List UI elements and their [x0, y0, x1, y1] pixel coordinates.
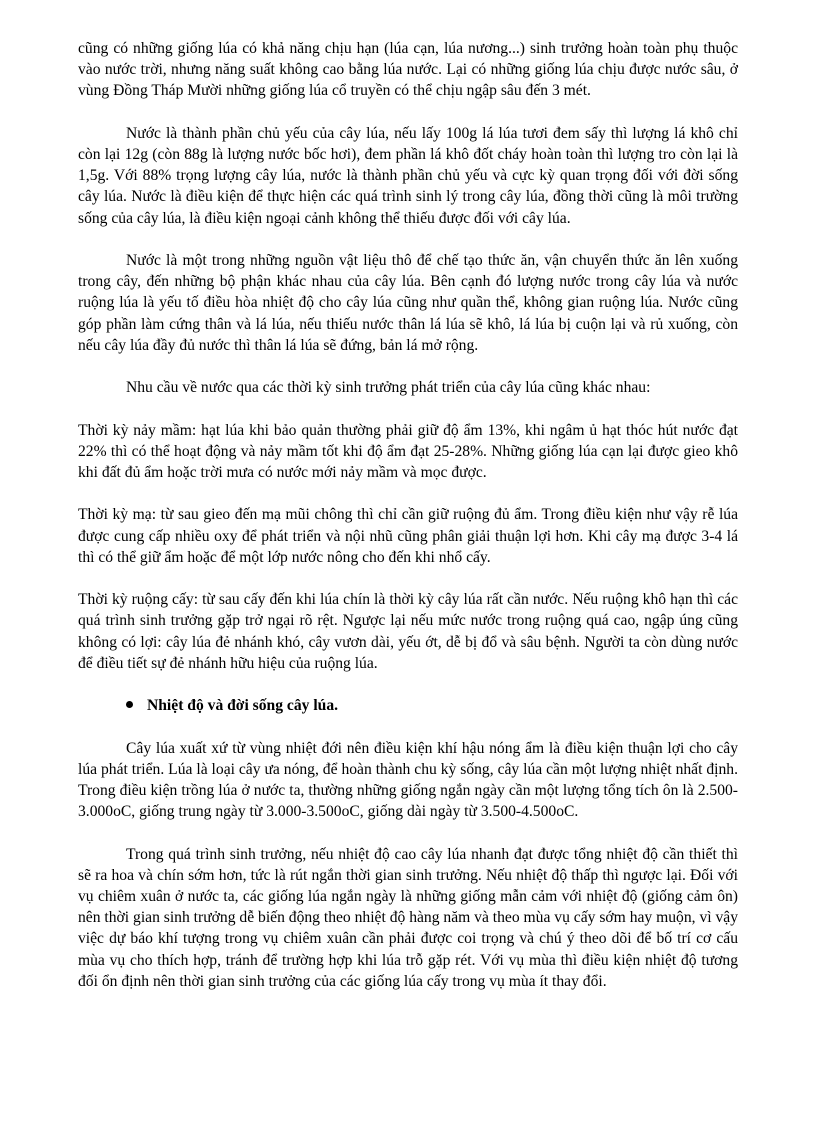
paragraph-temperature-origin: Cây lúa xuất xứ từ vùng nhiệt đới nên điều kiện khí hậu nóng ẩm là điều kiện thuận lợi cho cây lúa phát triển. Lúa là loại cây ưa nóng, để hoàn thành chu kỳ sống, cây lúa cần một lượng nhiệt nhất định. Trong điều kiện trồng lúa ở nước ta, thường những giống ngắn ngày cần một lượng tổng tích ôn là 2.500-3.000oC, giống trung ngày từ 3.000-3.500oC, giống dài ngày từ 3.500-4.500oC. — [78, 739, 738, 821]
section-heading-text: Nhiệt độ và đời sống cây lúa. — [147, 697, 339, 715]
paragraph-temperature-growth: Trong quá trình sinh trưởng, nếu nhiệt độ cao cây lúa nhanh đạt được tổng nhiệt độ cần thiết thì sẽ ra hoa và chín sớm hơn, tức là rút ngắn thời gian sinh trưởng. Nếu nhiệt độ thấp thì ngược lại. Đối với vụ chiêm xuân ở nước ta, các giống lúa ngắn ngày là những giống mẫn cảm với nhiệt độ (giống cảm ôn) nên thời gian sinh trưởng dễ biến động theo nhiệt độ hàng năm và theo mùa vụ cấy sớm hay muộn, vì vậy việc dự báo khí tượng trong vụ chiêm xuân cần phải được coi trọng và chú ý theo dõi để bố trí cơ cấu mùa vụ cho thích hợp, tránh để trường hợp khi lúa trỗ gặp rét. Với vụ mùa thì điều kiện nhiệt độ tương đối ổn định nên thời gian sinh trưởng của các giống lúa cấy trong vụ mùa ít thay đổi. — [78, 845, 738, 990]
paragraph-drought-tolerance: cũng có những giống lúa có khả năng chịu hạn (lúa cạn, lúa nương...) sinh trưởng hoàn toàn phụ thuộc vào nước trời, nhưng năng suất không cao bằng lúa nước. Lại có những giống lúa chịu được nước sâu, ở vùng Đồng Tháp Mười những giống lúa cổ truyền có thể chịu ngập sâu đến 3 mét. — [78, 40, 738, 100]
paragraph-water-composition: Nước là thành phần chủ yếu của cây lúa, nếu lấy 100g lá lúa tươi đem sấy thì lượng lá khô chỉ còn lại 12g (còn 88g là lượng nước bốc hơi), đem phần lá khô đốt cháy hoàn toàn thì lượng tro còn lại là 1,5g. Với 88% trọng lượng cây lúa, nước là thành phần chủ yếu và cực kỳ quan trọng đối với đời sống cây lúa. Nước là điều kiện để thực hiện các quá trình sinh lý trong cây lúa, đồng thời cũng là môi trường sống của cây lúa, là điều kiện ngoại cảnh không thể thiếu được đối với cây lúa. — [78, 124, 738, 227]
paragraph-seedling-stage: Thời kỳ mạ: từ sau gieo đến mạ mũi chông thì chỉ cần giữ ruộng đủ ẩm. Trong điều kiện như vậy rễ lúa được cung cấp nhiều oxy để phát triển và nội nhũ cũng phân giải thuận lợi hơn. Khi cây mạ được 3-4 lá thì có thể giữ ẩm hoặc để một lớp nước nông cho đến khi nhổ cấy. — [78, 506, 738, 566]
section-heading-temperature — [126, 695, 738, 716]
document-page — [78, 38, 738, 1013]
bullet-icon — [126, 701, 133, 708]
paragraph-transplant-stage: Thời kỳ ruộng cấy: từ sau cấy đến khi lúa chín là thời kỳ cây lúa rất cần nước. Nếu ruộng khô hạn thì các quá trình sinh trưởng gặp trở ngại rõ rệt. Ngược lại nếu mức nước trong ruộng quá cao, ngập úng cũng không có lợi: cây lúa đẻ nhánh khó, cây vươn dài, yếu ớt, dễ bị đổ và sâu bệnh. Người ta còn dùng nước để điều tiết sự đẻ nhánh hữu hiệu của ruộng lúa. — [78, 591, 738, 672]
paragraph-germination-stage: Thời kỳ nảy mầm: hạt lúa khi bảo quản thường phải giữ độ ẩm 13%, khi ngâm ủ hạt thóc hút nước đạt 22% thì có thể hoạt động và nảy mầm tốt khi độ ẩm đạt 25-28%. Những giống lúa cạn lại được gieo khô khi đất đủ ẩm hoặc trời mưa có nước mới nảy mầm và mọc được. — [78, 421, 738, 481]
paragraph-water-needs-intro: Nhu cầu về nước qua các thời kỳ sinh trưởng phát triển của cây lúa cũng khác nhau: — [126, 379, 651, 397]
paragraph-water-role: Nước là một trong những nguồn vật liệu thô để chế tạo thức ăn, vận chuyển thức ăn lên xuống trong cây, đến những bộ phận khác nhau của cây lúa. Bên cạnh đó lượng nước trong cây lúa và nước ruộng lúa là yếu tố điều hòa nhiệt độ cho cây lúa cũng như quần thể, không gian ruộng lúa. Nước cũng góp phần làm cứng thân và lá lúa, nếu thiếu nước thân lá lúa sẽ khô, lá lúa bị cuộn lại và rủ xuống, còn nếu cây lúa đầy đủ nước thì thân lá lúa sẽ đứng, bản lá mở rộng. — [78, 252, 738, 354]
